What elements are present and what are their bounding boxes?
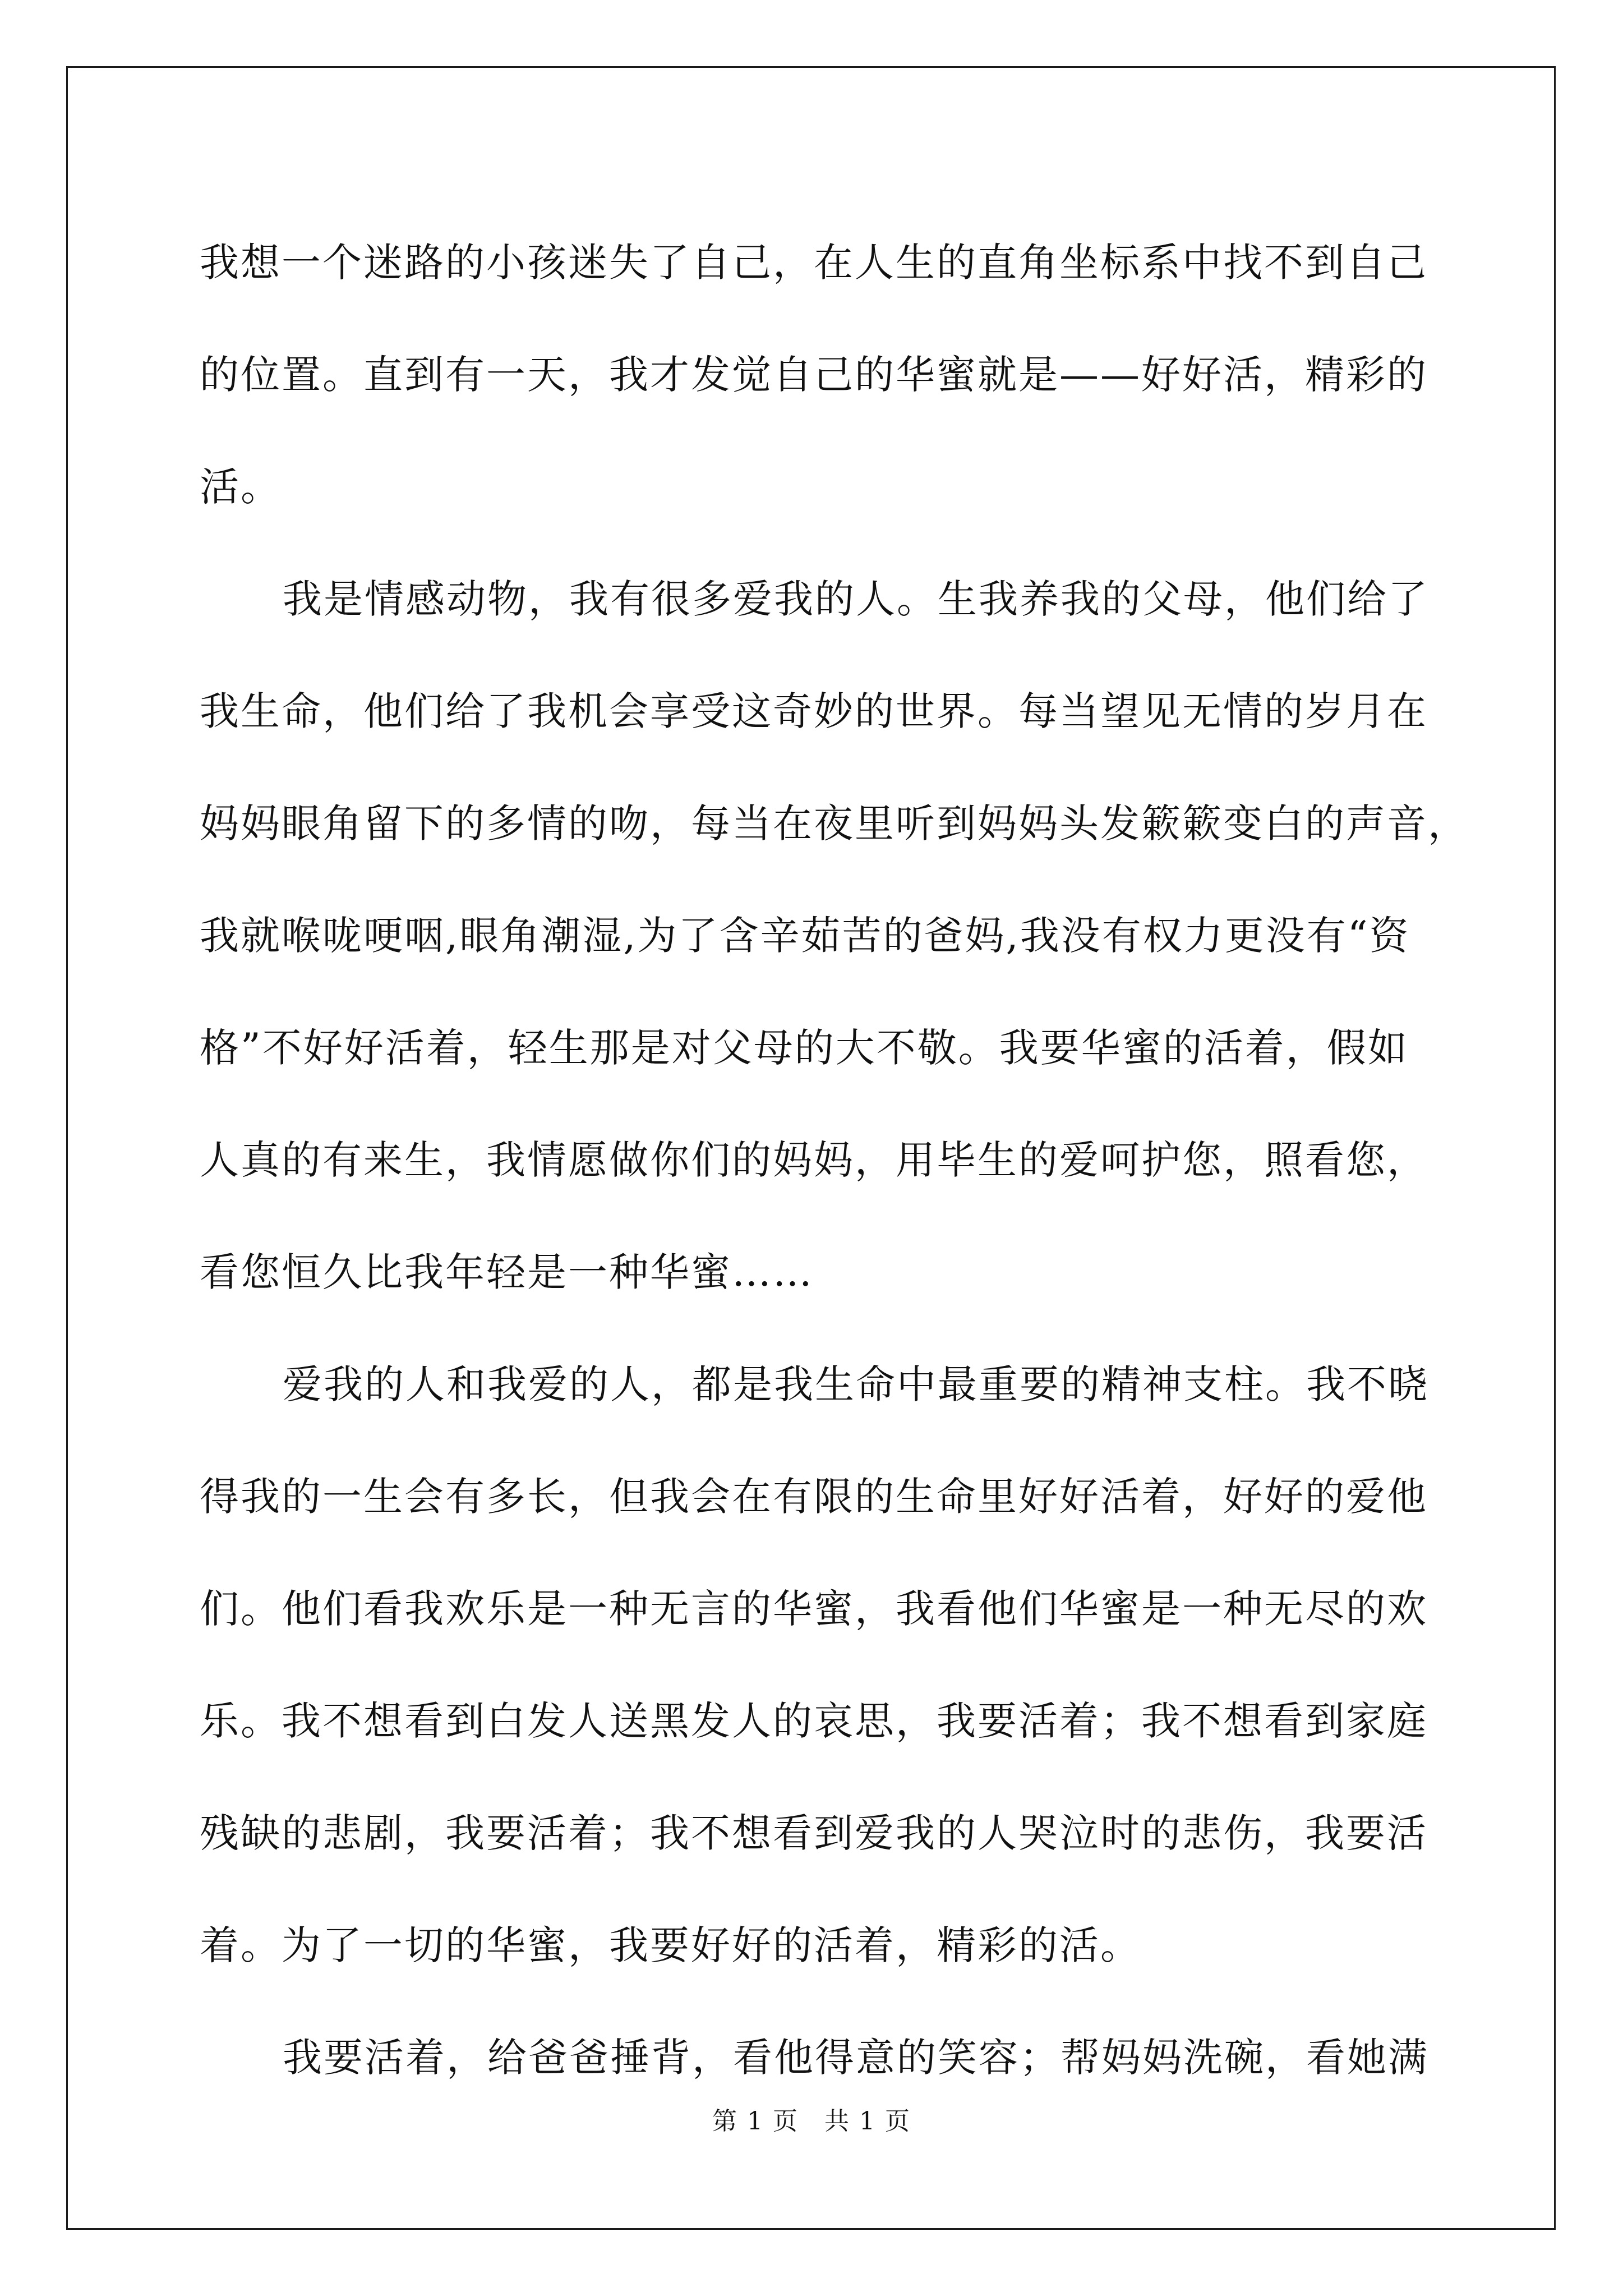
text-line-1: 我想一个迷路的小孩迷失了自己，在人生的直角坐标系中找不到自己	[200, 240, 1428, 286]
text-line-4: 我是情感动物，我有很多爱我的人。生我养我的父母，他们给了	[283, 576, 1429, 622]
text-line-5: 我生命，他们给了我机会享受这奇妙的世界。每当望见无情的岁月在	[200, 688, 1428, 734]
text-line-15: 残缺的悲剧，我要活着；我不想看到爱我的人哭泣时的悲伤，我要活	[200, 1810, 1428, 1856]
text-line-16: 着。为了一切的华蜜，我要好好的活着，精彩的活。	[200, 1922, 1141, 1968]
text-line-8: 格”不好好活着，轻生那是对父母的大不敬。我要华蜜的活着，假如	[200, 1025, 1409, 1071]
text-line-6: 妈妈眼角留下的多情的吻，每当在夜里听到妈妈头发簌簌变白的声音，	[200, 800, 1469, 846]
text-line-12: 得我的一生会有多长，但我会在有限的生命里好好活着，好好的爱他	[200, 1474, 1428, 1520]
text-line-2: 的位置。直到有一天，我才发觉自己的华蜜就是——好好活，精彩的	[200, 352, 1428, 398]
document-body	[200, 206, 1469, 2114]
text-line-3: 活。	[200, 464, 282, 510]
text-line-13: 们。他们看我欢乐是一种无言的华蜜，我看他们华蜜是一种无尽的欢	[200, 1586, 1428, 1632]
text-line-10: 看您恒久比我年轻是一种华蜜……	[200, 1249, 814, 1295]
text-line-14: 乐。我不想看到白发人送黑发人的哀思，我要活着；我不想看到家庭	[200, 1698, 1428, 1744]
text-line-7: 我就喉咙哽咽,眼角潮湿,为了含辛茹苦的爸妈,我没有权力更没有“资	[200, 913, 1410, 959]
text-line-11: 爱我的人和我爱的人，都是我生命中最重要的精神支柱。我不晓	[283, 1361, 1429, 1407]
text-line-17: 我要活着，给爸爸捶背，看他得意的笑容；帮妈妈洗碗，看她满	[283, 2035, 1429, 2081]
text-line-9: 人真的有来生，我情愿做你们的妈妈，用毕生的爱呵护您，照看您，	[200, 1137, 1428, 1183]
page-footer: 第 1 页 共 1 页	[712, 2107, 911, 2136]
